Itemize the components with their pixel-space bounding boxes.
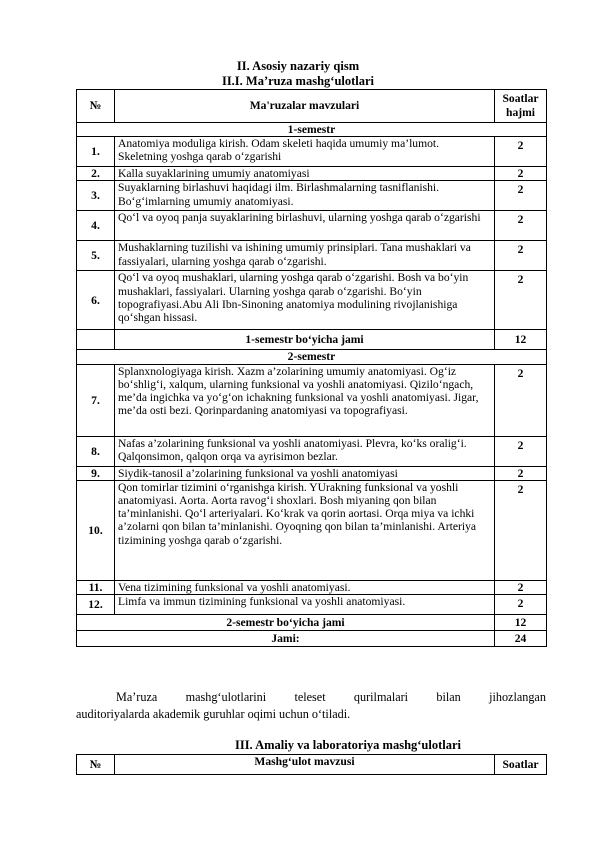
row-topic: Qo‘l va oyoq mushaklari, ularning yoshga qarab o‘zgarishi. Bosh va bo‘yin mushaklari, fassiyalari. Ularning yoshga qarab o‘zgarishi. Bo‘yin topografiyasi.Abu Ali Ibn-Sinoning anatomiya modulining rivojlanishiga qo‘shgan hissasi. (115, 271, 495, 330)
row-topic: Mushaklarning tuzilishi va ishining umumiy prinsiplari. Tana mushaklari va fassiyalari, ularning yoshga qarab o‘zgarishi. (115, 241, 495, 271)
note-word: teleset (294, 690, 326, 704)
note-word: jihozlangan (489, 690, 546, 704)
header-topic: Mashg‘ulot mavzusi (115, 755, 495, 775)
header-hours: Soatlar (495, 755, 547, 775)
note-word: qurilmalari (353, 690, 409, 704)
lecture-table (76, 89, 547, 647)
table-row (77, 271, 547, 330)
note-line-2: auditoriyalarda akademik guruhlar oqimi uchun o‘tiladi. (76, 706, 351, 721)
note-paragraph (76, 689, 546, 722)
row-hours: 2 (495, 436, 547, 466)
row-hours: 2 (495, 167, 547, 181)
note-word: mashg‘ulotlarini (185, 690, 267, 704)
row-number: 9. (77, 466, 115, 480)
section-title: II. Asosiy nazariy qism (236, 59, 360, 73)
row-hours: 2 (495, 480, 547, 580)
table-row (77, 181, 547, 211)
row-topic: Suyaklarning birlashuvi haqidagi ilm. Birlashmalarning tasniflanishi. Bo‘g‘imlarning umumiy anatomiyasi. (115, 181, 495, 211)
semester-1-total-label: 1-semestr bo‘yicha jami (115, 330, 495, 350)
row-topic: Anatomiya moduliga kirish. Odam skeleti haqida umumiy ma’lumot. Skeletning yoshga qarab o‘zgarishi (115, 137, 495, 167)
row-number: 3. (77, 181, 115, 211)
row-topic: Qo‘l va oyoq panja suyaklarining birlashuvi, ularning yoshga qarab o‘zgarishi (115, 211, 495, 241)
row-number: 1. (77, 137, 115, 167)
row-hours: 2 (495, 137, 547, 167)
note-word: Ma’ruza (116, 690, 158, 704)
row-number: 5. (77, 241, 115, 271)
row-hours: 2 (495, 580, 547, 594)
row-number: 2. (77, 167, 115, 181)
row-topic: Qon tomirlar tizimini o‘rganishga kirish. YUrakning funksional va yoshli anatomiyasi. Aorta. Aorta ravog‘i shoxlari. Bosh miyaning qon bilan ta’minlanishi. Qo‘l arteriyalari. Ko‘krak va qorin aortasi. Orqa miya va ichki a’zolarni qon bilan ta’minlanishi. Oyoqning qon bilan ta’minlanishi. Arteriya tizimining yoshga qarab o‘zgarishi. (115, 480, 495, 580)
row-number: 7. (77, 364, 115, 436)
header-hours: Soatlar hajmi (495, 90, 547, 123)
semester-1-total-hours: 12 (495, 330, 547, 350)
header-num: № (77, 755, 115, 775)
header-num: № (77, 90, 115, 123)
note-line-1 (76, 689, 546, 706)
table-row (77, 466, 547, 480)
note-word: bilan (436, 690, 461, 704)
row-hours: 2 (495, 181, 547, 211)
table-row (77, 436, 547, 466)
semester-row (77, 123, 547, 137)
row-topic: Siydik-tanosil a’zolarining funksional va yoshli anatomiyasi (115, 466, 495, 480)
row-hours: 2 (495, 271, 547, 330)
row-number: 6. (77, 271, 115, 330)
table-row (77, 211, 547, 241)
row-number: 11. (77, 580, 115, 594)
row-topic: Kalla suyaklarining umumiy anatomiyasi (115, 167, 495, 181)
grand-total-row (77, 631, 547, 647)
table-row (77, 580, 547, 594)
empty-cell (77, 330, 115, 350)
semester-1-title: 1-semestr (77, 123, 547, 137)
grand-total-hours: 24 (495, 631, 547, 647)
semester-2-total-label: 2-semestr bo‘yicha jami (77, 615, 495, 631)
row-number: 4. (77, 211, 115, 241)
semester-total-row (77, 615, 547, 631)
table-row (77, 137, 547, 167)
row-number: 8. (77, 436, 115, 466)
row-hours: 2 (495, 241, 547, 271)
row-hours: 2 (495, 364, 547, 436)
table-row (77, 364, 547, 436)
row-hours: 2 (495, 211, 547, 241)
practical-section-title: III. Amaliy va laboratoriya mashg‘ulotlari (234, 738, 462, 752)
table-row (77, 480, 547, 580)
row-topic: Vena tizimining funksional va yoshli anatomiyasi. (115, 580, 495, 594)
semester-total-row (77, 330, 547, 350)
row-hours: 2 (495, 466, 547, 480)
semester-2-title: 2-semestr (77, 350, 547, 364)
table-row (77, 167, 547, 181)
row-topic: Splanxnologiyaga kirish. Xazm a’zolarining umumiy anatomiyasi. Og‘iz bo‘shlig‘i, xalqum, ularning funksional va yoshli anatomiyasi. Qizilo‘ngach, me’da ingichka va yo‘g‘on ichakning funksional va yoshli anatomiyasi. Jigar, me’da osti bezi. Qorinpardaning anatomiyasi va topografiyasi. (115, 364, 495, 436)
row-topic: Nafas a’zolarining funksional va yoshli anatomiyasi. Plevra, ko‘ks oralig‘i. Qalqonsimon, qalqon orqa va ayrisimon bezlar. (115, 436, 495, 466)
semester-2-total-hours: 12 (495, 615, 547, 631)
subsection-title: II.I. Ma’ruza mashg‘ulotlari (221, 74, 375, 88)
row-number: 10. (77, 480, 115, 580)
grand-total-label: Jami: (77, 631, 495, 647)
header-topic: Ma'ruzalar mavzulari (115, 90, 495, 123)
table-header-row (77, 755, 547, 775)
practical-table (76, 754, 547, 775)
semester-row (77, 350, 547, 364)
table-row (77, 595, 547, 615)
table-header-row (77, 90, 547, 123)
row-topic: Limfa va immun tizimining funksional va yoshli anatomiyasi. (115, 595, 495, 615)
row-hours: 2 (495, 595, 547, 615)
row-number: 12. (77, 595, 115, 615)
table-row (77, 241, 547, 271)
